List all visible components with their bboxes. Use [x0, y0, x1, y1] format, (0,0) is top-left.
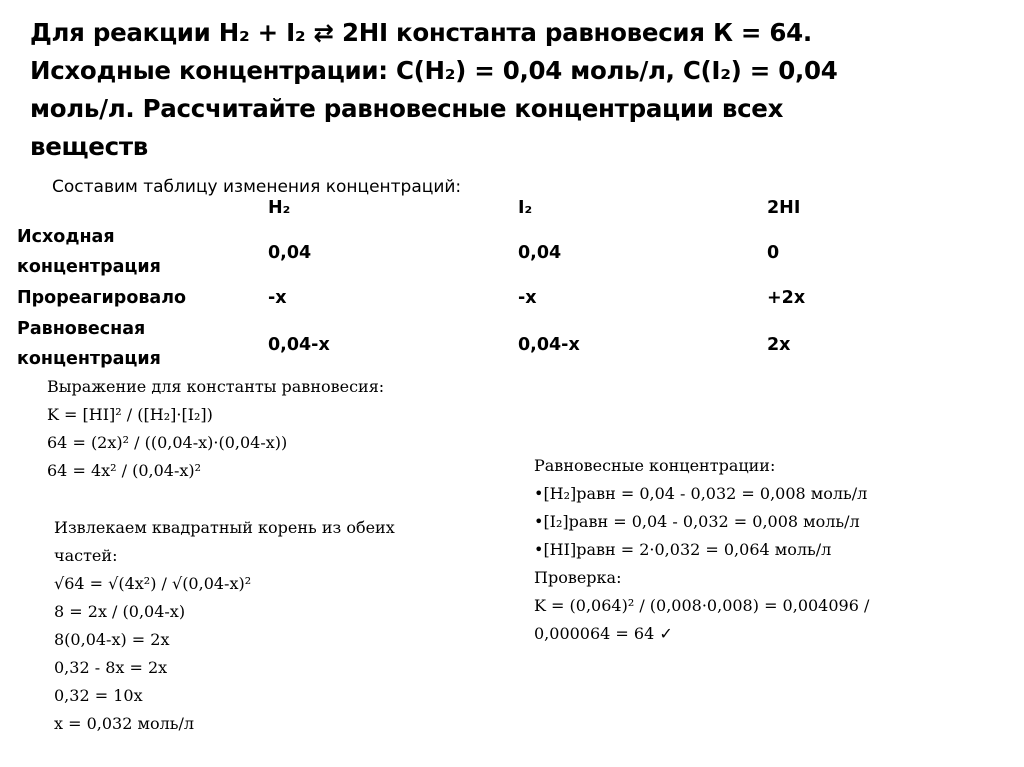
row-label-line: концентрация	[17, 349, 161, 369]
root-line: частей:	[54, 546, 118, 565]
expression-block	[47, 373, 384, 485]
problem-line: Исходные концентрации: C(H₂) = 0,04 моль/л, C(I₂) = 0,04	[30, 56, 838, 85]
row-label-reacted	[17, 283, 186, 313]
cell-equilibrium-hi: 2x	[767, 335, 791, 355]
equilibrium-line: •[H₂]равн = 0,04 - 0,032 = 0,008 моль/л	[534, 484, 868, 503]
row-label-line: Прореагировало	[17, 288, 187, 308]
equilibrium-line: •[HI]равн = 2·0,032 = 0,064 моль/л	[534, 540, 832, 559]
row-label-initial	[17, 222, 161, 282]
cell-equilibrium-h2: 0,04-x	[268, 335, 330, 355]
equilibrium-block	[534, 452, 869, 648]
cell-initial-i2: 0,04	[518, 243, 562, 263]
row-label-equilibrium	[17, 314, 161, 374]
problem-line: веществ	[30, 132, 148, 161]
equilibrium-line: Равновесные концентрации:	[534, 456, 776, 475]
cell-equilibrium-i2: 0,04-x	[518, 335, 580, 355]
equilibrium-line: Проверка:	[534, 568, 622, 587]
table-header-i2: I₂	[518, 198, 533, 218]
expression-line: K = [HI]² / ([H₂]·[I₂])	[47, 405, 213, 424]
root-line: x = 0,032 моль/л	[54, 714, 194, 733]
problem-line: моль/л. Рассчитайте равновесные концентрации всех	[30, 94, 784, 123]
root-line: √64 = √(4x²) / √(0,04-x)²	[54, 574, 252, 593]
row-label-line: Равновесная	[17, 319, 146, 339]
cell-reacted-i2: -x	[518, 288, 537, 308]
expression-line: 64 = (2x)² / ((0,04-x)·(0,04-x))	[47, 433, 288, 452]
root-line: 8 = 2x / (0,04-x)	[54, 602, 186, 621]
root-line: Извлекаем квадратный корень из обеих	[54, 518, 395, 537]
equilibrium-line: •[I₂]равн = 0,04 - 0,032 = 0,008 моль/л	[534, 512, 860, 531]
cell-reacted-hi: +2x	[767, 288, 806, 308]
cell-reacted-h2: -x	[268, 288, 287, 308]
cell-initial-h2: 0,04	[268, 243, 312, 263]
root-line: 0,32 = 10x	[54, 686, 143, 705]
row-label-line: концентрация	[17, 257, 161, 277]
expression-line: 64 = 4x² / (0,04-x)²	[47, 461, 202, 480]
root-line: 8(0,04-x) = 2x	[54, 630, 170, 649]
equilibrium-line: 0,000064 = 64 ✓	[534, 624, 673, 643]
root-block	[54, 514, 395, 738]
problem-line: Для реакции H₂ + I₂ ⇄ 2HI константа равновесия К = 64.	[30, 18, 812, 47]
cell-initial-hi: 0	[767, 243, 780, 263]
expression-line: Выражение для константы равновесия:	[47, 377, 385, 396]
root-line: 0,32 - 8x = 2x	[54, 658, 168, 677]
table-header-h2: H₂	[268, 198, 291, 218]
equilibrium-line: K = (0,064)² / (0,008·0,008) = 0,004096 /	[534, 596, 870, 615]
row-label-line: Исходная	[17, 227, 115, 247]
problem-statement	[30, 14, 1010, 166]
table-intro: Составим таблицу изменения концентраций:	[52, 177, 462, 197]
table-header-2hi: 2HI	[767, 198, 801, 218]
